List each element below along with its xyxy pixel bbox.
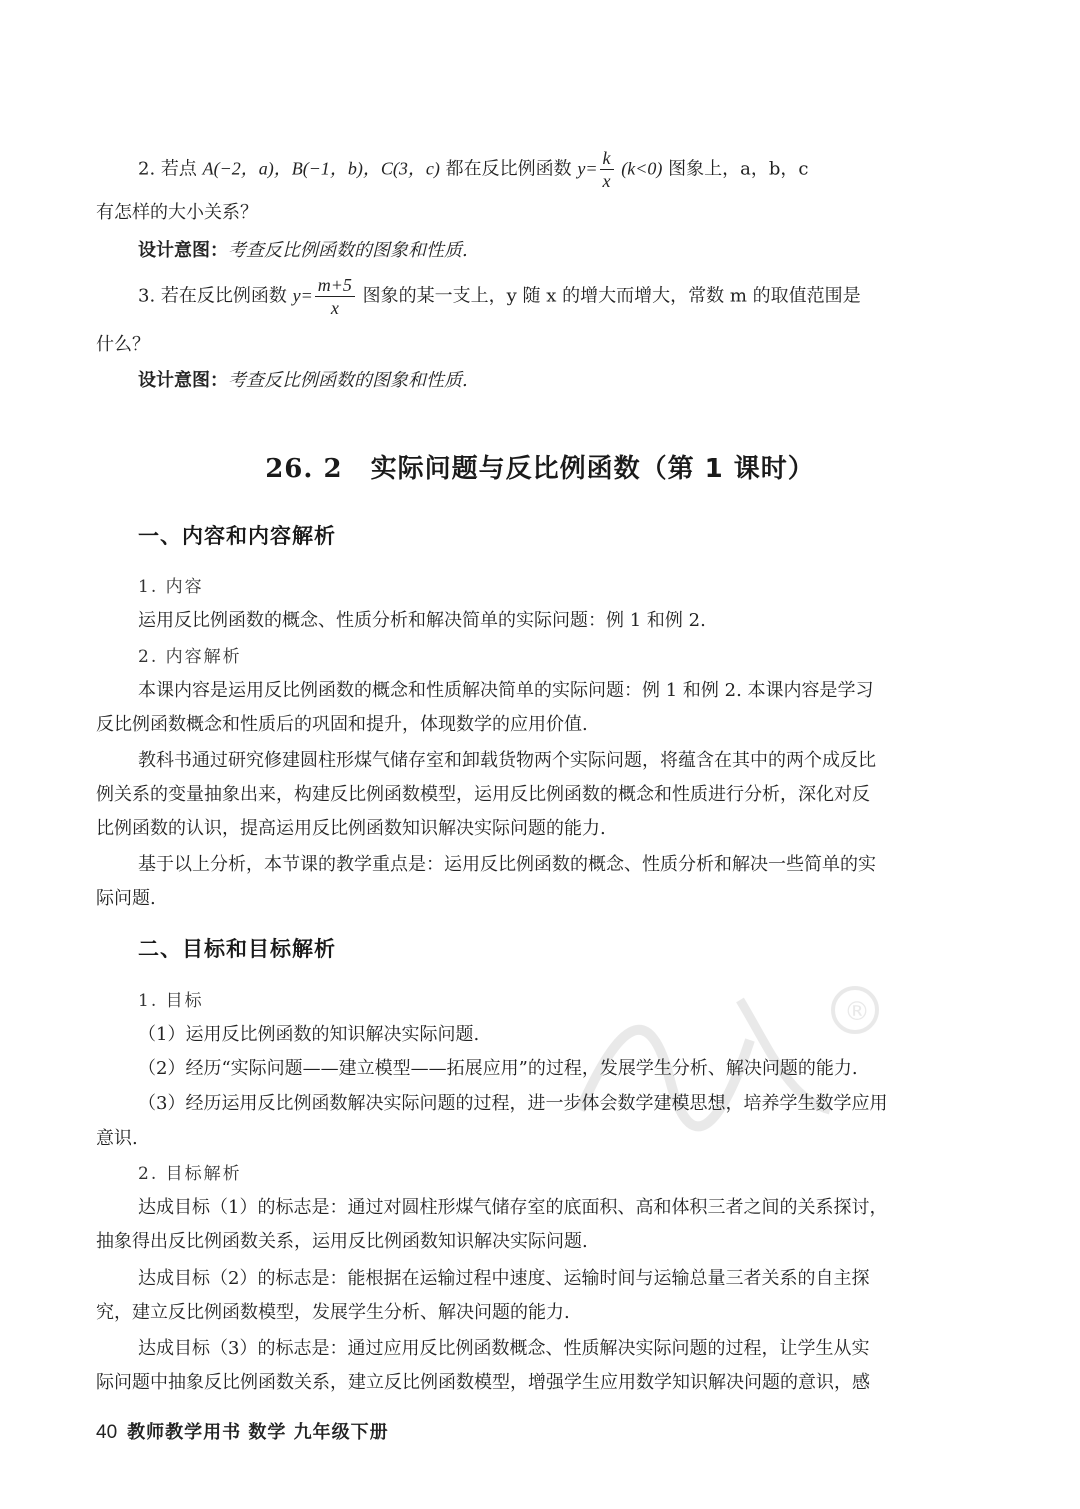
q2-frac-num: k: [600, 148, 614, 170]
q3-text-end: 图象的某一支上，y 随 x 的增大而增大，常数 m 的取值范围是: [362, 285, 861, 307]
part1-p2-line3: 比例函数的认识，提高运用反比例函数知识解决实际问题的能力.: [96, 818, 606, 839]
section-title-text: 实际问题与反比例函数（第 1 课时）: [370, 454, 815, 484]
q2-text-mid: 都在反比例函数: [445, 158, 572, 180]
part1-heading: 一、内容和内容解析: [138, 524, 336, 548]
q2-fraction: [600, 148, 614, 191]
section-title: [0, 448, 1080, 485]
q3-intent: [138, 366, 468, 392]
part2-sub2: 2. 目标解析: [138, 1164, 242, 1184]
q3-y-eq: y=: [292, 285, 313, 306]
q2-frac-den: x: [602, 171, 611, 191]
q3-frac-den: x: [330, 298, 339, 318]
book-title: 教师教学用书 数学 九年级下册: [127, 1422, 389, 1443]
q3-intent-text: 考查反比例函数的图象和性质.: [228, 370, 468, 391]
section-number: 26. 2: [265, 454, 343, 484]
q3-line1: [138, 275, 861, 318]
q2-condition: (k<0): [621, 158, 663, 179]
q2-line2: 有怎样的大小关系？: [96, 202, 258, 223]
page-footer: [96, 1418, 389, 1444]
part1-p1-line2: 反比例函数概念和性质后的巩固和提升，体现数学的应用价值.: [96, 714, 588, 735]
goal-3-line1: （3）经历运用反比例函数解决实际问题的过程，进一步体会数学建模思想，培养学生数学应用: [138, 1093, 888, 1114]
analysis-2-line1: 达成目标（2）的标志是：能根据在运输过程中速度、运输时间与运输总量三者关系的自主探: [138, 1268, 870, 1289]
goal-3-line2: 意识.: [96, 1128, 138, 1149]
q2-intent-label: 设计意图：: [138, 240, 228, 261]
q3-prefix: 3. 若在反比例函数: [138, 285, 287, 307]
q2-text-end: 图象上，a，b，c: [668, 158, 809, 180]
q2-y-eq: y=: [577, 158, 598, 179]
part1-p2-line1: 教科书通过研究修建圆柱形煤气储存室和卸载货物两个实际问题，将蕴含在其中的两个成反比: [138, 750, 876, 771]
analysis-1-line2: 抽象得出反比例函数关系，运用反比例函数知识解决实际问题.: [96, 1231, 588, 1252]
part1-p1-line1: 本课内容是运用反比例函数的概念和性质解决简单的实际问题：例 1 和例 2. 本课内容是学习: [138, 680, 874, 701]
q2-line1: [138, 148, 808, 191]
part1-sub1: 1. 内容: [138, 577, 204, 597]
analysis-3-line2: 际问题中抽象反比例函数关系，建立反比例函数模型，增强学生应用数学知识解决问题的意识，感: [96, 1372, 870, 1393]
analysis-3-line1: 达成目标（3）的标志是：通过应用反比例函数概念、性质解决实际问题的过程，让学生从实: [138, 1338, 870, 1359]
q3-frac-num: m+5: [315, 275, 355, 297]
q2-prefix: 2. 若点: [138, 158, 197, 180]
q3-line2: 什么？: [96, 334, 150, 355]
part1-p2-line2: 例关系的变量抽象出来，构建反比例函数模型，运用反比例函数的概念和性质进行分析，深化对反: [96, 784, 870, 805]
part1-content: 运用反比例函数的概念、性质分析和解决简单的实际问题：例 1 和例 2.: [138, 610, 706, 631]
part1-p3-line1: 基于以上分析，本节课的教学重点是：运用反比例函数的概念、性质分析和解决一些简单的实: [138, 854, 876, 875]
part2-sub1: 1. 目标: [138, 991, 204, 1011]
q2-points: A(−2，a)，B(−1，b)，C(3，c): [202, 158, 440, 179]
part1-p3-line2: 际问题.: [96, 888, 156, 909]
q3-fraction: [315, 275, 355, 318]
goal-1: （1）运用反比例函数的知识解决实际问题.: [138, 1024, 480, 1045]
page-number: 40: [96, 1422, 118, 1443]
q2-intent-text: 考查反比例函数的图象和性质.: [228, 240, 468, 261]
part2-heading: 二、目标和目标解析: [138, 937, 336, 961]
q3-intent-label: 设计意图：: [138, 370, 228, 391]
q2-intent: [138, 236, 468, 262]
analysis-1-line1: 达成目标（1）的标志是：通过对圆柱形煤气储存室的底面积、高和体积三者之间的关系探讨，: [138, 1197, 888, 1218]
part1-sub2: 2. 内容解析: [138, 647, 242, 667]
goal-2: （2）经历“实际问题——建立模型——拓展应用”的过程，发展学生分析、解决问题的能力.: [138, 1058, 858, 1079]
analysis-2-line2: 究，建立反比例函数模型，发展学生分析、解决问题的能力.: [96, 1302, 570, 1323]
registered-mark: ®: [844, 997, 870, 1027]
